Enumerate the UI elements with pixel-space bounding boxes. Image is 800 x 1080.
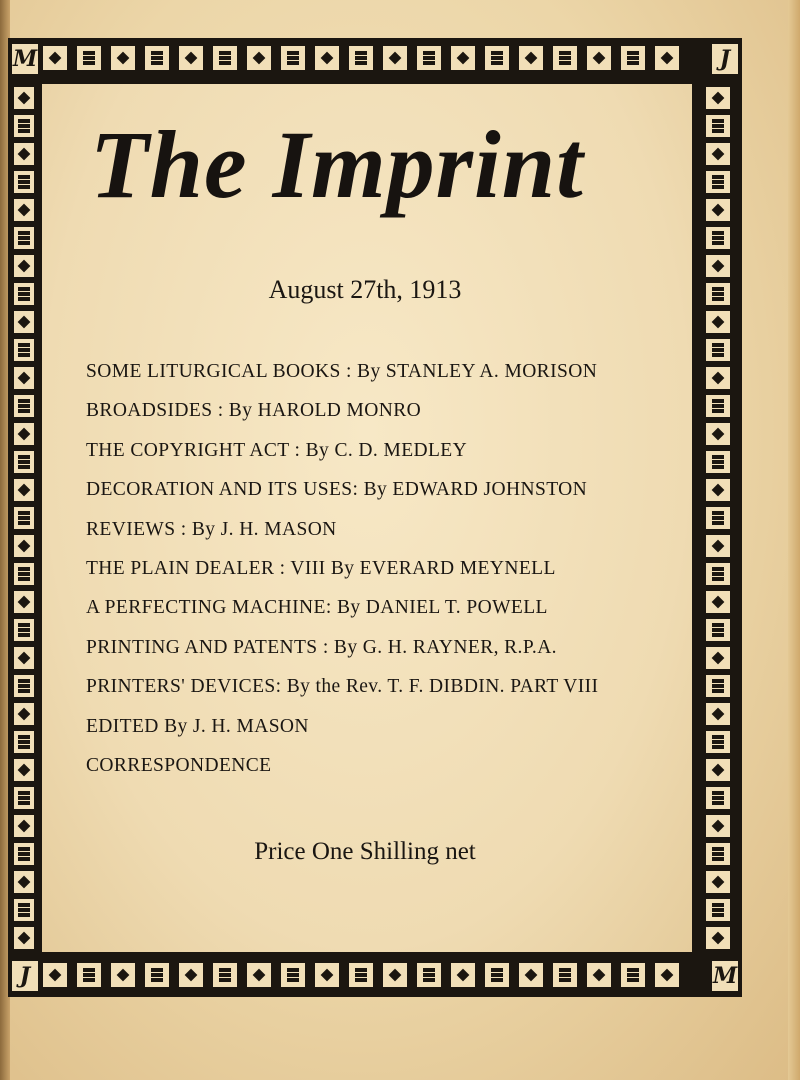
border-tile-ornament xyxy=(704,421,732,447)
border-tile-ornament xyxy=(12,897,36,923)
border-tile-ornament xyxy=(704,505,732,531)
border-tile-ornament xyxy=(245,961,273,989)
border-tile-ornament xyxy=(12,869,36,895)
border-tile-ornament xyxy=(12,421,36,447)
border-tile-ornament xyxy=(619,961,647,989)
border-tile-ornament xyxy=(704,337,732,363)
border-tile-ornament xyxy=(415,961,443,989)
border-tile-ornament xyxy=(449,44,477,72)
border-tile-ornament xyxy=(12,617,36,643)
border-tile-ornament xyxy=(704,561,732,587)
border-tile-ornament xyxy=(12,393,36,419)
border-tile-ornament xyxy=(704,841,732,867)
border-tile-ornament xyxy=(704,645,732,671)
border-tile-ornament xyxy=(41,961,69,989)
border-tile-ornament xyxy=(12,925,36,951)
page-edge xyxy=(788,0,800,1080)
border-tile-ornament xyxy=(347,961,375,989)
border-tile-ornament xyxy=(653,961,681,989)
border-tile-ornament xyxy=(704,925,732,951)
border-tiles-bottom xyxy=(38,959,684,991)
border-tile-ornament xyxy=(704,309,732,335)
border-tile-ornament xyxy=(12,729,36,755)
border-tile-ornament xyxy=(12,309,36,335)
border-tile-ornament xyxy=(12,561,36,587)
border-tile-ornament xyxy=(12,337,36,363)
border-tile-ornament xyxy=(12,85,36,111)
border-tile-ornament xyxy=(704,617,732,643)
border-tile-ornament xyxy=(177,44,205,72)
contents-item: PRINTERS' DEVICES: By the Rev. T. F. DIBDIN. PART VIII xyxy=(86,676,599,698)
border-tile-ornament xyxy=(12,505,36,531)
border-tile-ornament xyxy=(75,44,103,72)
border-tile-ornament xyxy=(347,44,375,72)
border-tile-ornament xyxy=(143,44,171,72)
border-tile-ornament xyxy=(12,281,36,307)
border-tile-ornament xyxy=(551,44,579,72)
border-tile-ornament xyxy=(12,197,36,223)
border-tile-ornament xyxy=(12,841,36,867)
border-tile-ornament xyxy=(109,44,137,72)
border-tile-ornament xyxy=(517,961,545,989)
border-tile-ornament xyxy=(704,757,732,783)
corner-ornament-bottom-left: J xyxy=(10,959,40,993)
border-tile-ornament xyxy=(551,961,579,989)
border-tile-ornament xyxy=(12,533,36,559)
border-tile-ornament xyxy=(704,533,732,559)
border-tile-ornament xyxy=(381,961,409,989)
border-tile-ornament xyxy=(704,701,732,727)
border-tile-ornament xyxy=(245,44,273,72)
border-tile-ornament xyxy=(704,449,732,475)
border-tile-ornament xyxy=(704,393,732,419)
issue-date: August 27th, 1913 xyxy=(268,275,462,304)
border-tile-ornament xyxy=(12,225,36,251)
contents-item: SOME LITURGICAL BOOKS : By STANLEY A. MORISON xyxy=(86,361,598,382)
price-line: Price One Shilling net xyxy=(254,838,476,865)
border-tile-ornament xyxy=(704,225,732,251)
border-tile-ornament xyxy=(415,44,443,72)
ornamental-border-left xyxy=(8,80,38,955)
border-tile-ornament xyxy=(704,113,732,139)
border-tiles-left xyxy=(12,84,36,952)
border-tile-ornament xyxy=(12,365,36,391)
border-tile-ornament xyxy=(704,169,732,195)
contents-item: PRINTING AND PATENTS : By G. H. RAYNER, R.P.A. xyxy=(86,636,557,658)
border-tile-ornament xyxy=(619,44,647,72)
border-tile-ornament xyxy=(12,785,36,811)
border-tile-ornament xyxy=(12,449,36,475)
ornamental-border-right xyxy=(696,80,742,955)
contents-item: THE COPYRIGHT ACT : By C. D. MEDLEY xyxy=(86,439,468,461)
border-tile-ornament xyxy=(211,44,239,72)
border-tile-ornament xyxy=(704,197,732,223)
border-tile-ornament xyxy=(704,85,732,111)
border-tile-ornament xyxy=(704,589,732,615)
border-tile-ornament xyxy=(12,673,36,699)
contents-item: REVIEWS : By J. H. MASON xyxy=(86,518,337,540)
border-tile-ornament xyxy=(704,281,732,307)
border-tile-ornament xyxy=(279,961,307,989)
border-tile-ornament xyxy=(313,44,341,72)
contents-item: EDITED By J. H. MASON xyxy=(86,715,309,737)
contents-item: CORRESPONDENCE xyxy=(86,754,272,776)
border-tile-ornament xyxy=(653,44,681,72)
border-tile-ornament xyxy=(449,961,477,989)
ornamental-border-bottom xyxy=(8,955,742,997)
corner-ornament-top-right: J xyxy=(710,42,740,76)
border-tiles-right xyxy=(704,84,732,952)
contents-item: DECORATION AND ITS USES: By EDWARD JOHNSTON xyxy=(86,479,588,501)
border-tile-ornament xyxy=(517,44,545,72)
border-tile-ornament xyxy=(211,961,239,989)
border-tile-ornament xyxy=(75,961,103,989)
ornamental-border-top xyxy=(8,38,742,80)
border-tile-ornament xyxy=(704,869,732,895)
border-tile-ornament xyxy=(109,961,137,989)
border-tile-ornament xyxy=(279,44,307,72)
border-tile-ornament xyxy=(704,673,732,699)
border-tile-ornament xyxy=(12,645,36,671)
corner-ornament-bottom-right: M xyxy=(710,959,740,993)
border-tile-ornament xyxy=(12,757,36,783)
border-tile-ornament xyxy=(704,785,732,811)
border-tile-ornament xyxy=(704,141,732,167)
border-tile-ornament xyxy=(381,44,409,72)
border-tile-ornament xyxy=(585,44,613,72)
border-tile-ornament xyxy=(41,44,69,72)
magazine-title: The Imprint xyxy=(90,111,584,218)
contents-item: THE PLAIN DEALER : VIII By EVERARD MEYNELL xyxy=(86,557,556,579)
border-tile-ornament xyxy=(12,169,36,195)
border-tile-ornament xyxy=(12,253,36,279)
border-tile-ornament xyxy=(704,813,732,839)
corner-ornament-top-left: M xyxy=(10,42,40,76)
border-tile-ornament xyxy=(704,897,732,923)
border-tile-ornament xyxy=(177,961,205,989)
border-tile-ornament xyxy=(704,365,732,391)
border-tile-ornament xyxy=(12,813,36,839)
border-tile-ornament xyxy=(143,961,171,989)
border-tile-ornament xyxy=(313,961,341,989)
border-tile-ornament xyxy=(704,729,732,755)
border-tile-ornament xyxy=(12,589,36,615)
border-tile-ornament xyxy=(704,477,732,503)
border-tile-ornament xyxy=(483,44,511,72)
border-tile-ornament xyxy=(12,113,36,139)
border-tile-ornament xyxy=(12,701,36,727)
border-tile-ornament xyxy=(483,961,511,989)
border-tile-ornament xyxy=(585,961,613,989)
contents-item: BROADSIDES : By HAROLD MONRO xyxy=(86,400,422,422)
border-tiles-top xyxy=(38,42,684,74)
table-of-contents xyxy=(86,352,666,785)
border-tile-ornament xyxy=(704,253,732,279)
border-tile-ornament xyxy=(12,477,36,503)
contents-item: A PERFECTING MACHINE: By DANIEL T. POWELL xyxy=(86,597,548,619)
border-tile-ornament xyxy=(12,141,36,167)
